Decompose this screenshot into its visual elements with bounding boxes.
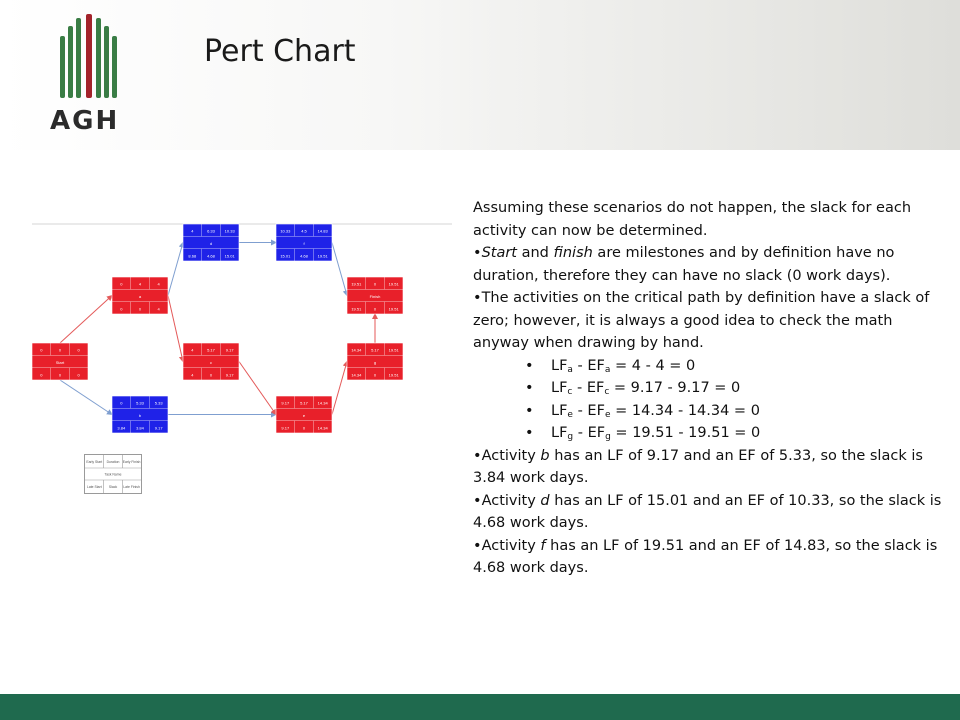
node-duration: 4 xyxy=(138,281,142,287)
node-f xyxy=(276,224,332,261)
slack-check-lf-sub: a xyxy=(567,364,573,375)
activity-prefix: Activity xyxy=(481,447,541,464)
slide-title: Pert Chart xyxy=(204,34,356,69)
slack-check-ef: EF xyxy=(586,380,605,396)
intro-paragraph: Assuming these scenarios do not happen, the slack for each activity can now be determined. xyxy=(473,200,912,239)
pert-legend xyxy=(84,454,142,494)
node-duration: 0 xyxy=(58,347,62,353)
activity-rest: has an LF of 19.51 and an EF of 14.83, so the slack is 4.68 work days. xyxy=(473,537,938,576)
node-task-name: f xyxy=(303,240,305,246)
node-early-start: 4 xyxy=(191,347,194,353)
node-slack: 0 xyxy=(373,306,377,312)
slack-check-lf: LF xyxy=(551,425,568,441)
slack-check-lf-sub: g xyxy=(567,432,574,442)
slack-check-ef-sub: a xyxy=(604,364,611,375)
slack-check-a: • $LF_a - EF_a = 4 - 4 = 0$ xyxy=(525,355,943,378)
node-slack: 0 xyxy=(373,372,377,378)
edge-e-g xyxy=(332,362,347,415)
bullet-critical-path-text: The activities on the critical path by definition have a slack of zero; however, it is always a good idea to check the math anyway when drawing by hand. xyxy=(473,290,930,351)
node-early-finish: 14.34 xyxy=(317,400,328,406)
node-early-start: 0 xyxy=(120,400,123,406)
node-b xyxy=(112,396,168,433)
slack-checks-list xyxy=(473,355,943,445)
node-e xyxy=(276,396,332,433)
node-early-start: 0 xyxy=(120,281,123,287)
node-late-finish: 9.17 xyxy=(225,372,234,378)
node-early-finish: 4 xyxy=(157,281,160,287)
activity-b-slack: •Activity b has an LF of 9.17 and an EF of 5.33, so the slack is 3.84 work days. xyxy=(473,447,923,486)
node-task-name: d xyxy=(209,240,213,246)
node-early-finish: 14.83 xyxy=(317,228,328,234)
bullet-milestones-rest: are milestones and by definition have no duration, therefore they can have no slack (0 work days). xyxy=(473,245,895,284)
node-early-finish: 19.51 xyxy=(388,281,399,287)
node-early-start: 14.34 xyxy=(351,347,362,353)
edge-c-e xyxy=(239,362,276,415)
node-late-start: 19.51 xyxy=(351,306,362,312)
slide-footer-bar xyxy=(0,694,960,720)
node-duration: 0 xyxy=(373,281,377,287)
slack-check-ef: EF xyxy=(587,425,606,441)
node-task-name: Finish xyxy=(369,293,381,299)
node-duration: 6.33 xyxy=(207,228,215,234)
node-early-finish: 10.33 xyxy=(224,228,235,234)
bullet-milestones-mid: and xyxy=(516,245,554,261)
slack-check-lf-sub: e xyxy=(567,409,573,420)
node-late-start: 14.34 xyxy=(351,372,362,378)
slack-check-ef-sub: g xyxy=(605,432,611,442)
node-slack: 4.68 xyxy=(207,253,215,259)
edge-a-d xyxy=(168,243,183,296)
bullet-milestones-em-start: Start xyxy=(481,245,517,261)
node-late-start: 0 xyxy=(40,372,43,378)
node-late-finish: 0 xyxy=(77,372,80,378)
slack-check-lf: LF xyxy=(551,380,568,396)
node-duration: 5.17 xyxy=(371,347,379,353)
slack-check-lf-sub: c xyxy=(567,387,573,397)
logo-text: AGH xyxy=(50,106,120,136)
node-late-start: 15.01 xyxy=(280,253,291,259)
activity-f-slack: •Activity f has an LF of 19.51 and an EF of 14.83, so the slack is 4.68 work days. xyxy=(473,537,938,576)
slack-check-expr: = 4 - 4 = 0 xyxy=(610,357,696,374)
activity-prefix: Activity xyxy=(481,537,541,554)
node-late-start: 8.68 xyxy=(188,253,197,259)
slack-check-ef: EF xyxy=(587,357,605,374)
legend-early-start: Early Start xyxy=(86,460,103,464)
bullet-milestones: •Start and finish are milestones and by definition have no duration, therefore they can have no slack (0 work days). xyxy=(473,245,895,284)
node-slack: 0 xyxy=(209,372,213,378)
node-early-start: 19.51 xyxy=(351,281,362,287)
node-task-name: e xyxy=(302,412,306,418)
node-task-name: c xyxy=(210,359,212,365)
activity-name: b xyxy=(540,447,550,464)
activity-name: d xyxy=(540,492,550,509)
legend-early-finish: Early Finish xyxy=(122,460,141,464)
legend-task-name: Task Name xyxy=(104,472,122,477)
slack-check-ef-sub: c xyxy=(604,387,610,397)
node-late-finish: 19.51 xyxy=(317,253,328,259)
node-early-start: 4 xyxy=(191,228,194,234)
node-early-start: 0 xyxy=(40,347,43,353)
node-c xyxy=(183,343,239,380)
node-slack: 0 xyxy=(58,372,62,378)
node-late-start: 4 xyxy=(191,372,194,378)
node-duration: 5.17 xyxy=(207,347,215,353)
node-late-start: 0 xyxy=(120,306,123,312)
activity-rest: has an LF of 15.01 and an EF of 10.33, so the slack is 4.68 work days. xyxy=(473,492,942,531)
bullet-critical-path: •The activities on the critical path by definition have a slack of zero; however, it is always a good idea to check the math anyway when drawing by hand. xyxy=(473,290,930,351)
slack-check-c: • $LF_c - EF_c = 9.17 - 9.17 = 0$ xyxy=(525,377,943,400)
node-start xyxy=(32,343,88,380)
slack-check-expr: = 9.17 - 9.17 = 0 xyxy=(609,380,741,396)
slack-check-e: • $LF_e - EF_e = 14.34 - 14.34 = 0$ xyxy=(525,400,943,423)
node-slack: 0 xyxy=(138,306,142,312)
node-slack: 3.84 xyxy=(136,425,144,431)
node-duration: 4.5 xyxy=(301,228,307,234)
node-early-finish: 19.51 xyxy=(388,347,399,353)
edge-start-a xyxy=(60,296,112,344)
node-d xyxy=(183,224,239,261)
node-a xyxy=(112,277,168,314)
node-late-finish: 14.34 xyxy=(317,425,328,431)
node-task-name: b xyxy=(138,412,142,418)
activity-prefix: Activity xyxy=(481,492,541,509)
slack-check-expr: = 14.34 - 14.34 = 0 xyxy=(610,402,760,419)
node-late-finish: 9.17 xyxy=(154,425,163,431)
slack-explanation xyxy=(473,197,943,580)
node-task-name: g xyxy=(373,359,377,365)
node-late-start: 3.84 xyxy=(117,425,126,431)
node-g xyxy=(347,343,403,380)
node-early-finish: 9.17 xyxy=(225,347,234,353)
node-duration: 5.17 xyxy=(300,400,308,406)
edge-a-c xyxy=(168,296,183,362)
node-late-start: 9.17 xyxy=(281,425,290,431)
node-early-finish: 0 xyxy=(77,347,80,353)
edge-start-b xyxy=(60,380,112,415)
node-late-finish: 4 xyxy=(157,306,160,312)
node-task-name: a xyxy=(138,293,142,299)
slide-header xyxy=(0,0,960,150)
edge-f-finish xyxy=(332,243,347,296)
node-slack: 0 xyxy=(302,425,306,431)
slack-check-ef-sub: e xyxy=(604,409,611,420)
activity-name: f xyxy=(540,537,546,554)
node-early-start: 10.33 xyxy=(280,228,291,234)
legend-late-finish: Late Finish xyxy=(123,485,140,489)
node-late-finish: 19.51 xyxy=(388,372,399,378)
activity-d-slack: •Activity d has an LF of 15.01 and an EF of 10.33, so the slack is 4.68 work days. xyxy=(473,492,942,531)
slack-check-expr: = 19.51 - 19.51 = 0 xyxy=(610,425,761,441)
node-late-finish: 19.51 xyxy=(388,306,399,312)
pert-legend-svg xyxy=(85,455,141,493)
slack-check-lf: LF xyxy=(551,357,568,374)
legend-duration: Duration xyxy=(106,460,120,464)
node-duration: 5.33 xyxy=(136,400,144,406)
legend-late-start: Late Start xyxy=(86,485,102,489)
slack-check-ef: EF xyxy=(587,402,605,419)
slack-check-g: • $LF_g - EF_g = 19.51 - 19.51 = 0$ xyxy=(525,422,943,445)
slack-check-lf: LF xyxy=(551,402,568,419)
legend-slack: Slack xyxy=(108,485,118,489)
node-slack: 4.68 xyxy=(300,253,308,259)
node-early-start: 9.17 xyxy=(281,400,290,406)
activity-rest: has an LF of 9.17 and an EF of 5.33, so the slack is 3.84 work days. xyxy=(473,447,923,486)
node-task-name: Start xyxy=(55,359,65,365)
bullet-milestones-em-finish: finish xyxy=(553,245,593,261)
node-late-finish: 15.01 xyxy=(224,253,235,259)
node-finish xyxy=(347,277,403,314)
node-early-finish: 5.33 xyxy=(154,400,163,406)
